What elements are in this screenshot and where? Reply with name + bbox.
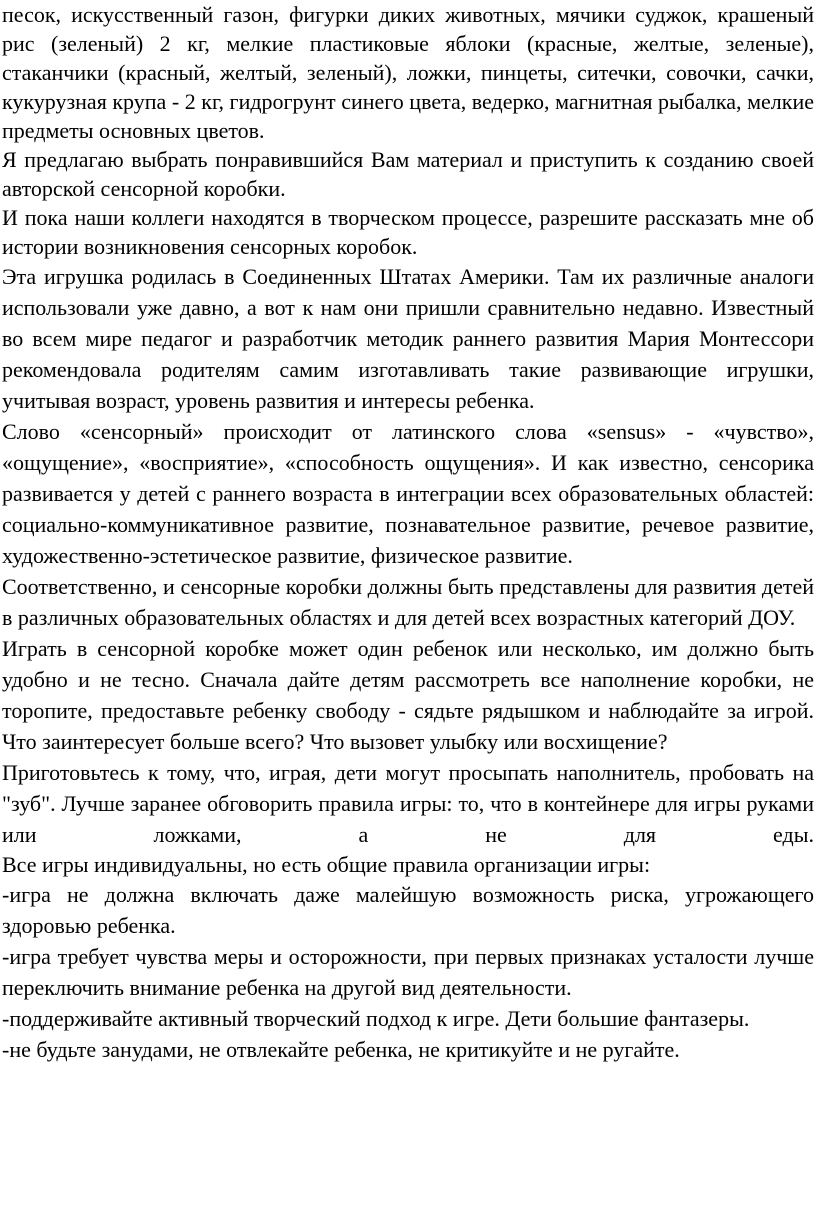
paragraph-rules-intro: Приготовьтесь к тому, что, играя, дети могут просыпать наполнитель, пробовать на "зуб". Лучше заранее обговорить правила игры: то, что в контейнере для игры руками или ложками, а не для еды. bbox=[2, 760, 814, 847]
rule-item-moderation: -игра требует чувства меры и осторожности, при первых признаках усталости лучше переключить внимание ребенка на другой вид деятельности. bbox=[2, 944, 814, 1000]
paragraph-how-to-play: Играть в сенсорной коробке может один ребенок или несколько, им должно быть удобно и не тесно. Сначала дайте детям рассмотреть все наполнение коробки, не торопите, предоставьте ребенку свободу - сядьте рядышком и наблюдайте за игрой. Что заинтересует больше всего? Что вызовет улыбку или восхищение? bbox=[2, 636, 814, 754]
paragraph-materials-list: песок, искусственный газон, фигурки диких животных, мячики суджок, крашеный рис (зеленый) 2 кг, мелкие пластиковые яблоки (красные, желтые, зеленые), стаканчики (красный, желтый, зеленый), ложки, пинцеты, ситечки, совочки, сачки, кукурузная крупа - 2 кг, гидрогрунт синего цвета, ведерко, магнитная рыбалка, мелкие предметы основных цветов. bbox=[2, 2, 814, 143]
paragraph-sensory-definition: Слово «сенсорный» происходит от латинского слова «sensus» - «чувство», «ощущение», «восприятие», «способность ощущения». И как известно, сенсорика развивается у детей с раннего возраста в интеграции всех образовательных областей: социально-коммуникативное развитие, познавательное развитие, речевое развитие, художественно-эстетическое развитие, физическое развитие. bbox=[2, 419, 814, 568]
paragraph-general-rules: Все игры индивидуальны, но есть общие правила организации игры: bbox=[2, 852, 651, 877]
paragraph-history-intro: И пока наши коллеги находятся в творческом процессе, разрешите рассказать мне об истории возникновения сенсорных коробок. bbox=[2, 205, 814, 259]
rule-item-creativity: -поддерживайте активный творческий подход к игре. Дети большие фантазеры. bbox=[2, 1006, 750, 1031]
rule-item-no-criticism: -не будьте занудами, не отвлекайте ребенка, не критикуйте и не ругайте. bbox=[2, 1037, 680, 1062]
paragraph-invitation: Я предлагаю выбрать понравившийся Вам материал и приступить к созданию своей авторской сенсорной коробки. bbox=[2, 147, 814, 201]
rule-item-safety: -игра не должна включать даже малейшую возможность риска, угрожающего здоровью ребенка. bbox=[2, 882, 814, 938]
paragraph-educational-areas: Соответственно, и сенсорные коробки должны быть представлены для развития детей в различных образовательных областях и для детей всех возрастных категорий ДОУ. bbox=[2, 574, 814, 630]
paragraph-origin: Эта игрушка родилась в Соединенных Штатах Америки. Там их различные аналоги использовали уже давно, а вот к нам они пришли сравнительно недавно. Известный во всем мире педагог и разработчик методик раннего развития Мария Монтессори рекомендовала родителям самим изготавливать такие развивающие игрушки, учитывая возраст, уровень развития и интересы ребенка. bbox=[2, 264, 814, 413]
document-page bbox=[2, 0, 814, 1065]
